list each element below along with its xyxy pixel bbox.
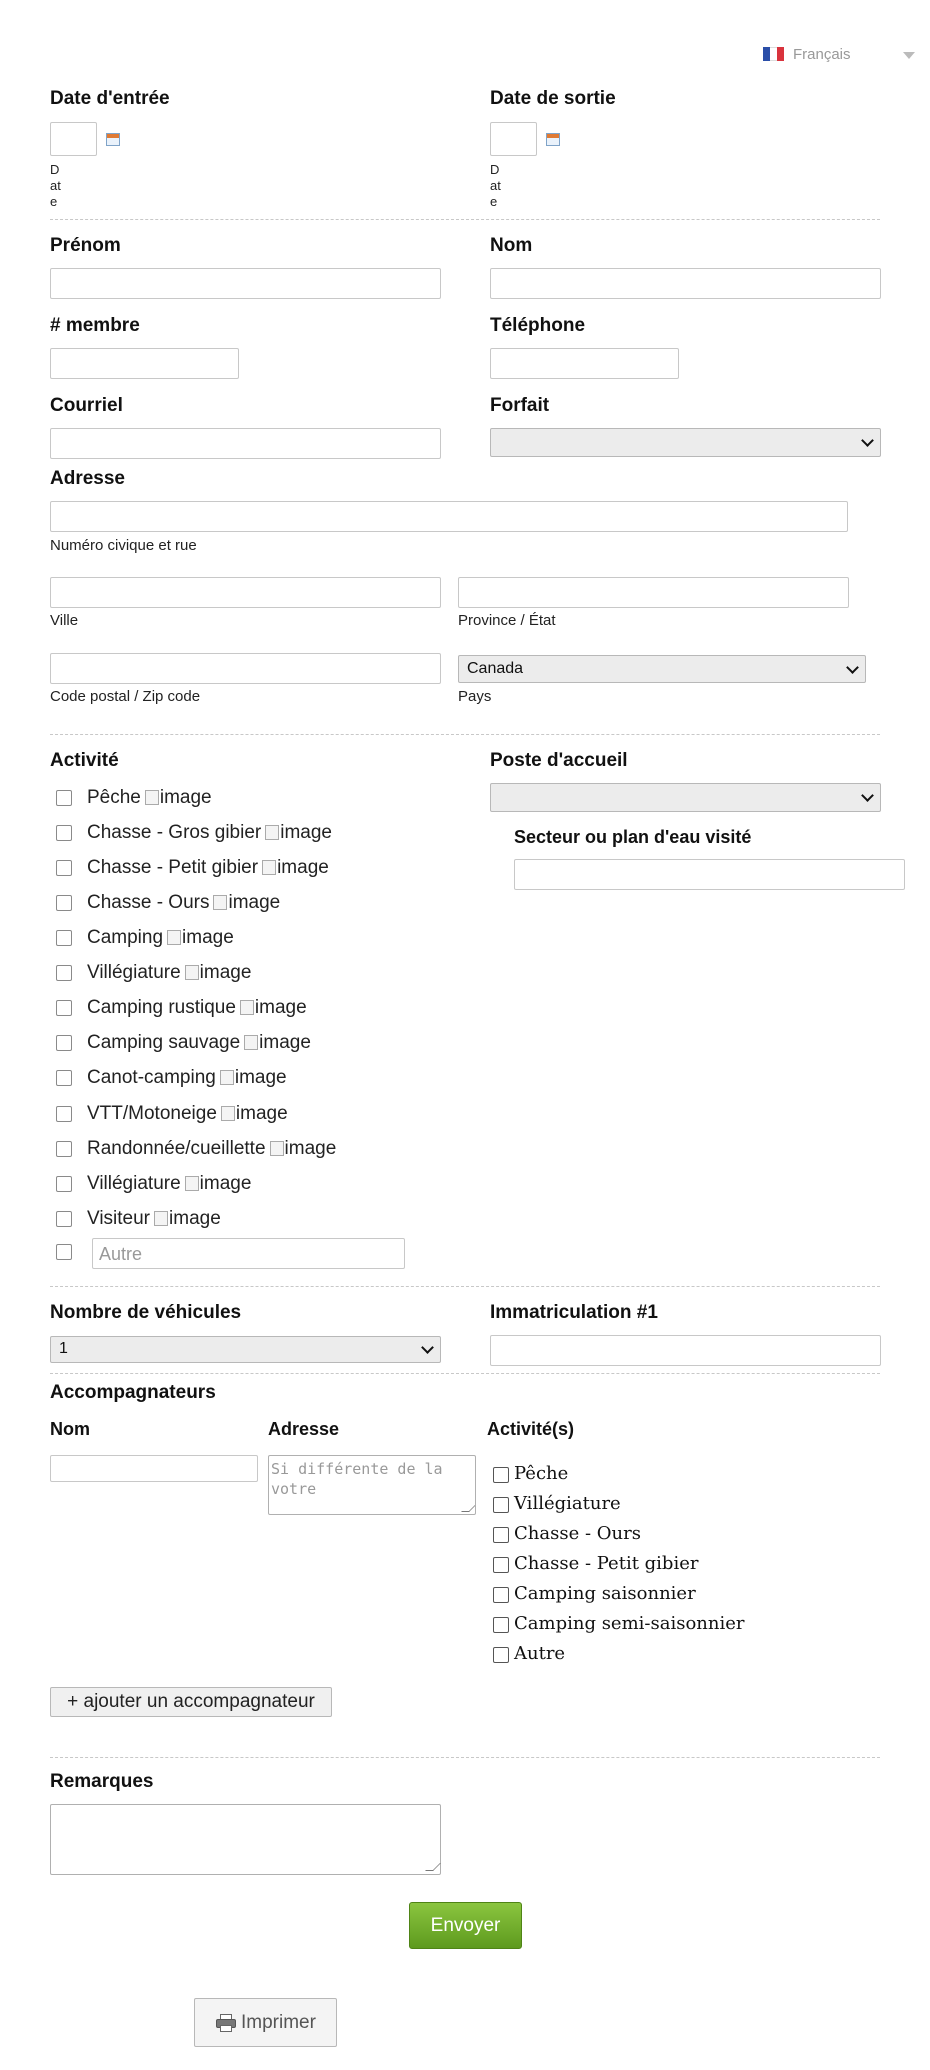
activity-checkbox[interactable]: [56, 895, 72, 911]
activity-option-label: Chasse - Gros gibier image: [87, 822, 332, 843]
activity-checkbox[interactable]: [56, 860, 72, 876]
divider: [50, 1757, 880, 1758]
activity-option-label: Chasse - Ours image: [87, 892, 281, 913]
companion-address-header: Adresse: [268, 1419, 340, 1439]
broken-image-icon: [220, 1070, 234, 1085]
submit-button[interactable]: Envoyer: [409, 1902, 522, 1949]
activity-checkbox[interactable]: [56, 930, 72, 946]
province-caption: Province / État: [458, 612, 556, 629]
activity-option-label: Villégiature image: [87, 1173, 252, 1194]
activity-other-input[interactable]: Autre: [92, 1238, 405, 1269]
province-input[interactable]: [458, 577, 849, 608]
companion-activity-checkbox[interactable]: [493, 1497, 509, 1513]
activity-checkbox[interactable]: [56, 1070, 72, 1086]
activity-option-label: Randonnée/cueillette image: [87, 1138, 337, 1159]
broken-image-icon: [265, 825, 279, 840]
postal-code-caption: Code postal / Zip code: [50, 688, 201, 705]
flag-fr-icon: [763, 47, 784, 61]
language-selector[interactable]: [763, 44, 923, 68]
broken-image-icon: [221, 1106, 235, 1121]
companion-activity-label: Chasse - Ours: [514, 1523, 641, 1544]
country-caption: Pays: [458, 688, 492, 705]
exit-date-label: Date de sortie: [490, 88, 616, 109]
phone-label: Téléphone: [490, 315, 586, 336]
plate-label: Immatriculation #1: [490, 1302, 658, 1323]
companion-activity-label: Camping semi-saisonnier: [514, 1613, 745, 1634]
plate-input[interactable]: [490, 1335, 881, 1366]
activity-option-label: Visiteur image: [87, 1208, 221, 1229]
last-name-input[interactable]: [490, 268, 881, 299]
activity-checkbox[interactable]: [56, 825, 72, 841]
member-label: # membre: [50, 315, 140, 336]
activity-checkbox[interactable]: [56, 1141, 72, 1157]
calendar-icon[interactable]: [546, 133, 560, 146]
first-name-label: Prénom: [50, 235, 121, 256]
address-label: Adresse: [50, 468, 125, 489]
last-name-label: Nom: [490, 235, 533, 256]
broken-image-icon: [154, 1211, 168, 1226]
broken-image-icon: [213, 895, 227, 910]
chevron-down-icon: [861, 789, 874, 802]
reception-label: Poste d'accueil: [490, 750, 628, 771]
exit-date-input[interactable]: [490, 122, 537, 156]
companion-activity-checkbox[interactable]: [493, 1557, 509, 1573]
first-name-input[interactable]: [50, 268, 441, 299]
broken-image-icon: [262, 860, 276, 875]
divider: [50, 734, 880, 735]
activity-option-label: Camping image: [87, 927, 234, 948]
print-button[interactable]: [194, 1998, 337, 2047]
broken-image-icon: [167, 930, 181, 945]
activity-checkbox[interactable]: [56, 1035, 72, 1051]
resize-handle-icon: [461, 1504, 476, 1512]
city-input[interactable]: [50, 577, 441, 608]
sector-label: Secteur ou plan d'eau visité: [514, 827, 752, 847]
exit-date-caption: D at e: [490, 162, 501, 209]
add-companion-button[interactable]: + ajouter un accompagnateur: [50, 1687, 332, 1717]
companion-name-input[interactable]: [50, 1455, 258, 1482]
reception-select[interactable]: [490, 783, 881, 812]
activity-other-checkbox[interactable]: [56, 1244, 72, 1260]
activity-checkbox[interactable]: [56, 1176, 72, 1192]
print-label: Imprimer: [241, 2012, 316, 2033]
companion-address-textarea[interactable]: Si différente de la votre: [268, 1455, 476, 1515]
city-caption: Ville: [50, 612, 79, 629]
email-input[interactable]: [50, 428, 441, 459]
phone-input[interactable]: [490, 348, 679, 379]
entry-date-caption: D at e: [50, 162, 61, 209]
plan-label: Forfait: [490, 395, 550, 416]
companion-activity-label: Villégiature: [514, 1493, 621, 1514]
companion-activity-label: Autre: [514, 1643, 566, 1664]
companion-activity-checkbox[interactable]: [493, 1647, 509, 1663]
companion-activity-checkbox[interactable]: [493, 1467, 509, 1483]
email-label: Courriel: [50, 395, 123, 416]
activity-checkbox[interactable]: [56, 1106, 72, 1122]
companion-activity-checkbox[interactable]: [493, 1527, 509, 1543]
postal-code-input[interactable]: [50, 653, 441, 684]
activity-checkbox[interactable]: [56, 965, 72, 981]
plan-select[interactable]: [490, 428, 881, 457]
broken-image-icon: [240, 1000, 254, 1015]
activity-option-label: Canot-camping image: [87, 1067, 287, 1088]
broken-image-icon: [270, 1141, 284, 1156]
broken-image-icon: [244, 1035, 258, 1050]
printer-icon: [216, 2014, 236, 2032]
companion-activity-checkbox[interactable]: [493, 1617, 509, 1633]
activity-option-label: Pêche image: [87, 787, 212, 808]
resize-handle-icon: [425, 1863, 441, 1871]
activity-option-label: Villégiature image: [87, 962, 252, 983]
vehicle-count-select[interactable]: 1: [50, 1336, 441, 1363]
language-label: Français: [793, 46, 851, 63]
chevron-down-icon: [846, 661, 859, 674]
activity-option-label: Chasse - Petit gibier image: [87, 857, 329, 878]
broken-image-icon: [145, 790, 159, 805]
companion-activity-label: Chasse - Petit gibier: [514, 1553, 699, 1574]
entry-date-label: Date d'entrée: [50, 88, 170, 109]
activity-label: Activité: [50, 750, 119, 771]
entry-date-input[interactable]: [50, 122, 97, 156]
companion-activities-header: Activité(s): [487, 1419, 575, 1439]
companion-activity-label: Camping saisonnier: [514, 1583, 696, 1604]
country-select[interactable]: Canada: [458, 655, 866, 683]
activity-option-label: VTT/Motoneige image: [87, 1103, 288, 1124]
member-input[interactable]: [50, 348, 239, 379]
divider: [50, 1286, 880, 1287]
street-input[interactable]: [50, 501, 848, 532]
activity-checkbox[interactable]: [56, 790, 72, 806]
activity-checkbox[interactable]: [56, 1000, 72, 1016]
chevron-down-icon: [421, 1341, 434, 1354]
companion-activity-label: Pêche: [514, 1463, 569, 1484]
activity-checkbox[interactable]: [56, 1211, 72, 1227]
vehicle-count-label: Nombre de véhicules: [50, 1302, 242, 1323]
companion-activity-checkbox[interactable]: [493, 1587, 509, 1603]
activity-option-label: Camping rustique image: [87, 997, 307, 1018]
chevron-down-icon: [903, 52, 915, 59]
street-caption: Numéro civique et rue: [50, 537, 197, 554]
remarks-textarea[interactable]: [50, 1804, 441, 1875]
remarks-label: Remarques: [50, 1771, 154, 1792]
activity-option-label: Camping sauvage image: [87, 1032, 311, 1053]
divider: [50, 1373, 880, 1374]
companions-label: Accompagnateurs: [50, 1382, 216, 1403]
sector-input[interactable]: [514, 859, 905, 890]
broken-image-icon: [185, 965, 199, 980]
chevron-down-icon: [861, 434, 874, 447]
divider: [50, 219, 880, 220]
companion-name-header: Nom: [50, 1419, 90, 1439]
broken-image-icon: [185, 1176, 199, 1191]
calendar-icon[interactable]: [106, 133, 120, 146]
